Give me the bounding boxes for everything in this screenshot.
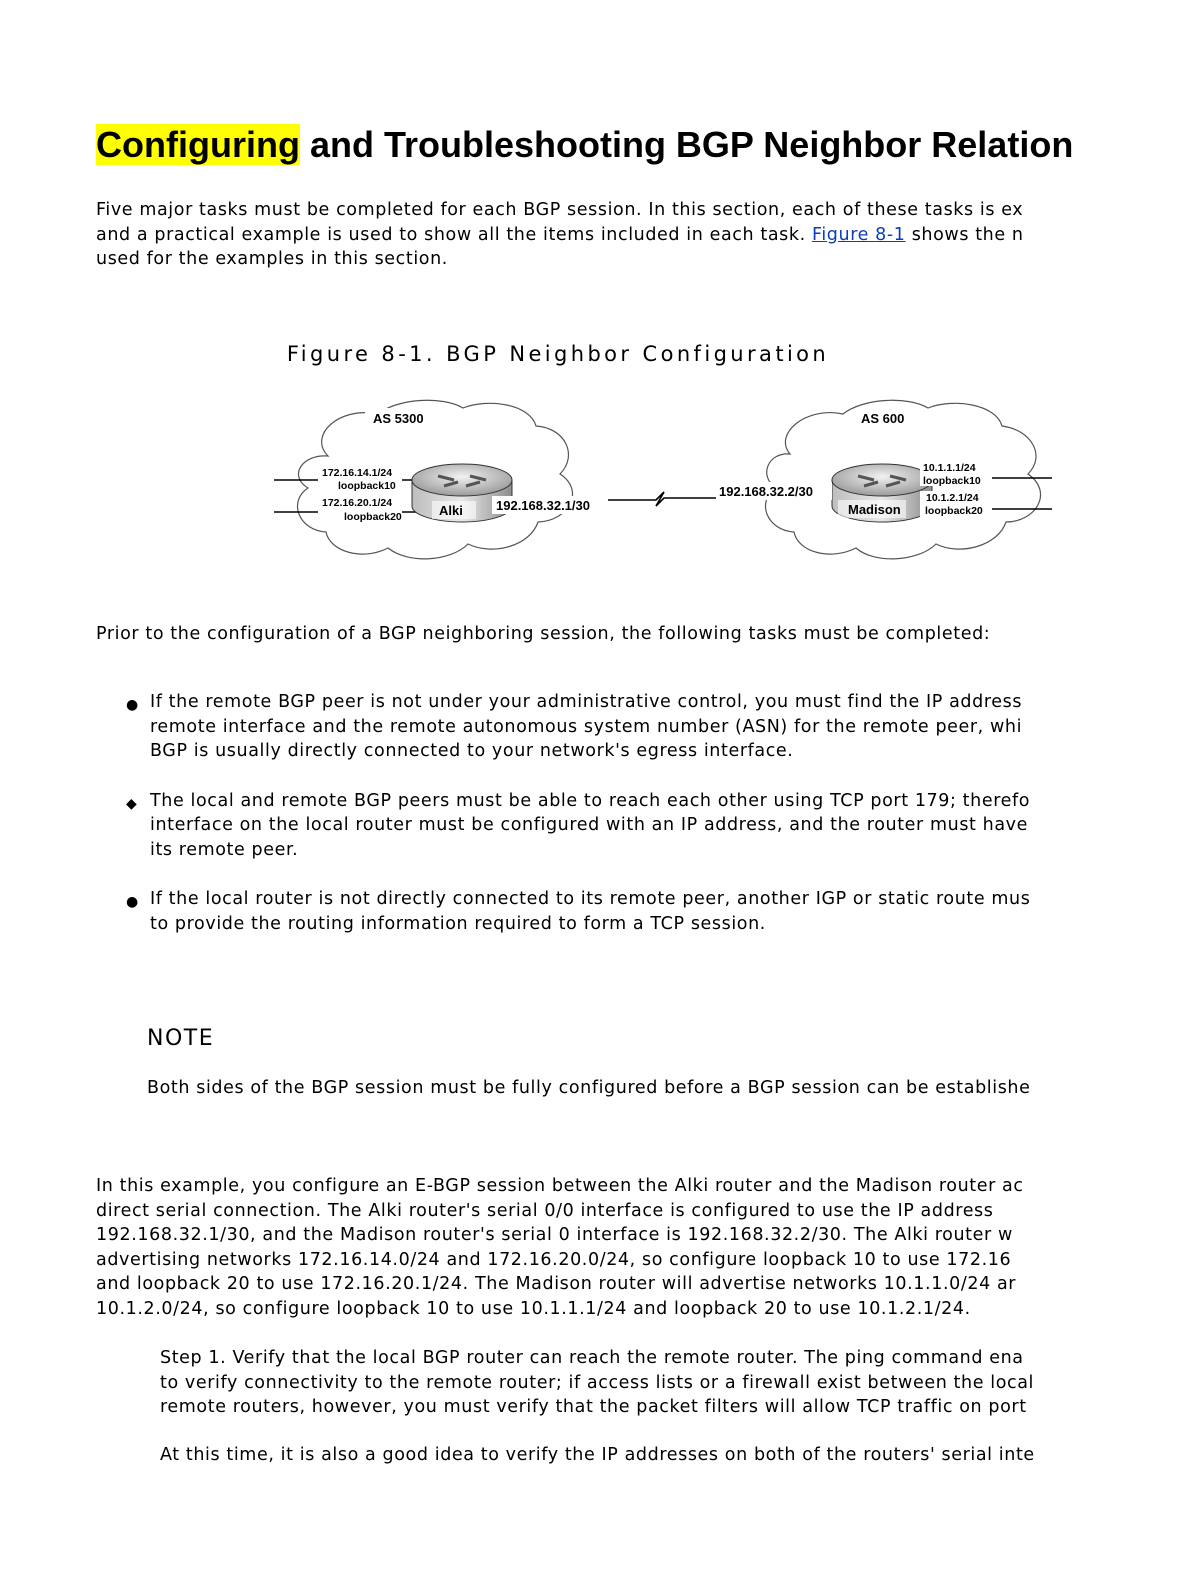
title-rest: and Troubleshooting BGP Neighbor Relation [299,124,1074,165]
example-line-3: 192.168.32.1/30, and the Madison router's serial 0 interface is 192.168.32.2/30. The Alki router w [96,1225,1013,1245]
task-3-line-2: to provide the routing information required to form a TCP session. [150,913,766,934]
step-1-followup: At this time, it is also a good idea to verify the IP addresses on both of the routers' serial inte [160,1445,1035,1465]
madison-loopback20-label: loopback20 [925,505,983,517]
example-line-1: In this example, you configure an E-BGP session between the Alki router and the Madison router ac [96,1176,1024,1196]
task-2-line-3: its remote peer. [150,839,299,860]
task-item [122,789,1030,863]
note-text: Both sides of the BGP session must be fully configured before a BGP session can be establishe [147,1078,1031,1098]
task-1-line-2: remote interface and the remote autonomous system number (ASN) for the remote peer, whi [150,716,1023,737]
task-2-line-2: interface on the local router must be configured with an IP address, and the router must have [150,815,1029,835]
intro-line-2 [96,223,1024,248]
madison-router-name: Madison [848,502,901,517]
as-600-label: AS 600 [861,411,905,426]
as-5300-label: AS 5300 [373,411,424,426]
example-line-4: advertising networks 172.16.14.0/24 and 172.16.20.0/24, so configure loopback 10 to use 172.16 [96,1249,1012,1270]
task-item [122,887,1030,936]
alki-loopback20-label: loopback20 [344,511,402,523]
page-title [96,120,1073,170]
example-line-6: 10.1.2.0/24, so configure loopback 10 to use 10.1.1.1/24 and loopback 20 to use 10.1.2.1/24. [96,1298,971,1319]
figure-8-1-link[interactable]: Figure 8-1 [811,224,906,245]
madison-loopback10-ip: 10.1.1.1/24 [923,462,976,474]
step-1-line-2: to verify connectivity to the remote router; if access lists or a firewall exist between the local [160,1372,1035,1393]
example-line-2: direct serial connection. The Alki router's serial 0/0 interface is configured to use the IP address [96,1200,994,1221]
task-list [122,690,1030,961]
task-1-line-1: If the remote BGP peer is not under your administrative control, you must find the IP address [150,692,1023,712]
note-label: NOTE [147,1026,215,1051]
alki-loopback10-ip: 172.16.14.1/24 [322,467,393,479]
diamond-bullet-icon: ◆ [126,795,138,812]
intro-line-2-text: and a practical example is used to show all the items included in each task. [96,224,812,245]
example-line-5: and loopback 20 to use 172.16.20.1/24. The Madison router will advertise networks 10.1.1.0/24 ar [96,1274,1017,1294]
example-paragraph [96,1174,1024,1321]
title-highlight: Configuring [96,124,300,165]
intro-line-3: used for the examples in this section. [96,249,448,269]
madison-serial-ip: 192.168.32.2/30 [719,484,813,499]
alki-loopback10-label: loopback10 [338,480,396,492]
intro-paragraph [96,198,1024,272]
figure-caption: Figure 8-1. BGP Neighbor Configuration [286,342,830,366]
alki-router-name: Alki [439,503,463,518]
prior-paragraph: Prior to the configuration of a BGP neighboring session, the following tasks must be completed: [96,624,991,644]
bullet-icon: ● [126,697,139,713]
step-1-line-1: Step 1. Verify that the local BGP router can reach the remote router. The ping command ena [160,1348,1024,1368]
bgp-network-diagram [268,396,1058,566]
intro-line-2-tail: shows the n [905,224,1024,245]
step-1-paragraph [160,1346,1034,1420]
step-1-line-3: remote routers, however, you must verify that the packet filters will allow TCP traffic on port [160,1397,1027,1417]
intro-line-1: Five major tasks must be completed for each BGP session. In this section, each of these tasks is ex [96,200,1024,220]
madison-loopback20-ip: 10.1.2.1/24 [926,492,979,504]
task-1-line-3: BGP is usually directly connected to your network's egress interface. [150,741,794,761]
alki-serial-ip: 192.168.32.1/30 [496,498,590,513]
madison-loopback10-label: loopback10 [923,475,981,487]
task-2-line-1: The local and remote BGP peers must be able to reach each other using TCP port 179; therefo [150,790,1031,811]
task-3-line-1: If the local router is not directly connected to its remote peer, another IGP or static route mus [150,889,1031,909]
task-item [122,690,1030,764]
alki-loopback20-ip: 172.16.20.1/24 [322,497,393,509]
bullet-icon: ● [126,894,139,910]
